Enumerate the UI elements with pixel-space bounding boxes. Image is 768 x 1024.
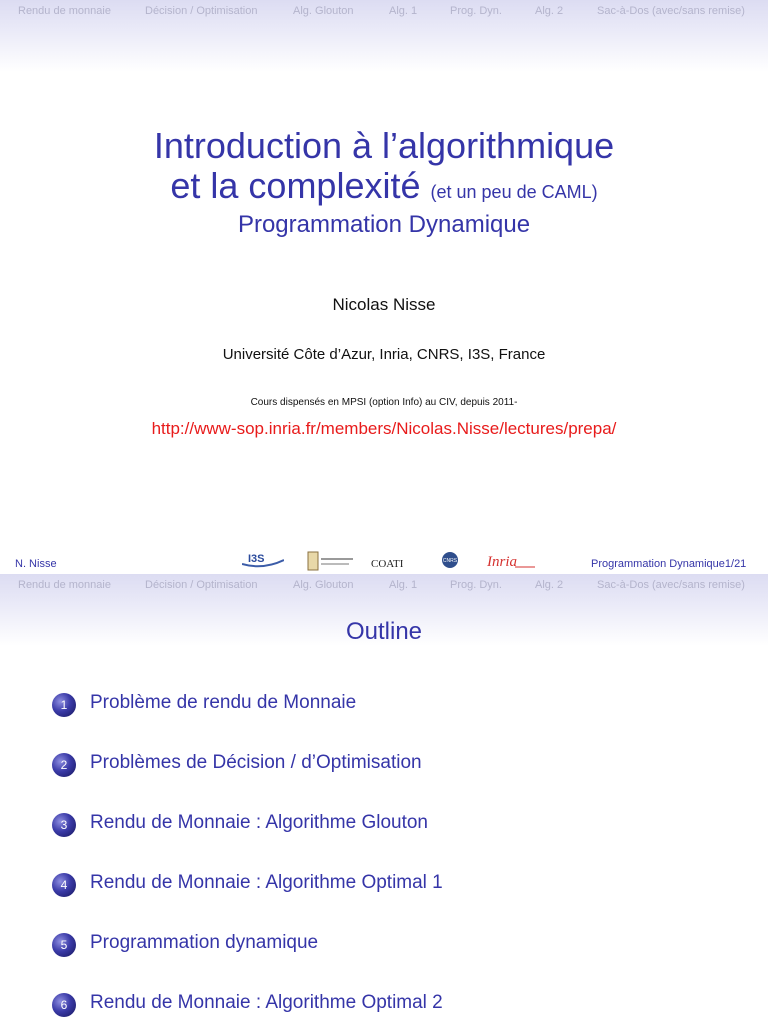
- nav-item-alg1[interactable]: Alg. 1: [389, 5, 418, 17]
- outline-item-label[interactable]: Programmation dynamique: [90, 932, 319, 953]
- title-line2-small: (et un peu de CAML): [430, 182, 598, 202]
- nav-item-sacados[interactable]: Sac-à-Dos (avec/sans remise): [597, 5, 745, 17]
- nav-item-alg1[interactable]: Alg. 1: [389, 579, 418, 591]
- section-number-ball: 6: [52, 993, 76, 1017]
- institute: Université Côte d’Azur, Inria, CNRS, I3S, France: [222, 346, 546, 363]
- cnrs-logo-text: CNRS: [442, 558, 458, 564]
- slide-subtitle: Programmation Dynamique: [237, 211, 531, 238]
- section-number-ball: 2: [52, 753, 76, 777]
- course-note: Cours dispensés en MPSI (option Info) au CIV, depuis 2011-: [250, 397, 518, 408]
- nav-item-alg2[interactable]: Alg. 2: [535, 579, 564, 591]
- section-number-ball: 3: [52, 813, 76, 837]
- outline-slide: [0, 574, 768, 1024]
- nav-item-sacados[interactable]: Sac-à-Dos (avec/sans remise): [597, 579, 745, 591]
- outline-item-label[interactable]: Problème de rendu de Monnaie: [90, 692, 357, 713]
- section-number-ball: 4: [52, 873, 76, 897]
- nav-list-2: [0, 579, 768, 593]
- section-number-ball: 1: [52, 693, 76, 717]
- universite-logo: [307, 550, 355, 572]
- nav-item-decision[interactable]: Décision / Optimisation: [145, 579, 258, 591]
- nav-item-progdyn[interactable]: Prog. Dyn.: [450, 579, 502, 591]
- outline-item-label[interactable]: Problèmes de Décision / d’Optimisation: [90, 752, 422, 773]
- outline-item-label[interactable]: Rendu de Monnaie : Algorithme Glouton: [90, 812, 428, 833]
- author-name: Nicolas Nisse: [332, 295, 436, 314]
- nav-item-alg2[interactable]: Alg. 2: [535, 5, 564, 17]
- nav-item-glouton[interactable]: Alg. Glouton: [293, 5, 354, 17]
- footer-page-info: Programmation Dynamique1/21: [591, 558, 747, 570]
- nav-item-decision[interactable]: Décision / Optimisation: [145, 5, 258, 17]
- nav-item-glouton[interactable]: Alg. Glouton: [293, 579, 354, 591]
- section-number-ball: 5: [52, 933, 76, 957]
- inria-logo-text: Inria: [487, 554, 517, 570]
- nav-item-rendu[interactable]: Rendu de monnaie: [18, 579, 111, 591]
- lectures-link[interactable]: http://www-sop.inria.fr/members/Nicolas.Nisse/lectures/prepa/: [151, 419, 617, 438]
- cnrs-logo: [440, 550, 460, 572]
- slide-title-line1: Introduction à l’algorithmique: [153, 125, 615, 166]
- inria-logo: [485, 550, 537, 572]
- i3s-logo-text: I3S: [248, 553, 265, 565]
- outline-title: Outline: [345, 618, 423, 645]
- outline-item-label[interactable]: Rendu de Monnaie : Algorithme Optimal 1: [90, 872, 443, 893]
- outline-item-label[interactable]: Rendu de Monnaie : Algorithme Optimal 2: [90, 992, 443, 1013]
- nav-bar: [0, 0, 768, 72]
- i3s-logo: [242, 550, 284, 572]
- nav-list: [0, 5, 768, 19]
- nav-item-rendu[interactable]: Rendu de monnaie: [18, 5, 111, 17]
- nav-item-progdyn[interactable]: Prog. Dyn.: [450, 5, 502, 17]
- coati-logo: COATI: [371, 558, 404, 570]
- footer-author: N. Nisse: [15, 558, 57, 570]
- title-line2-main: et la complexité: [170, 165, 421, 206]
- slide-title-line2: [0, 166, 768, 212]
